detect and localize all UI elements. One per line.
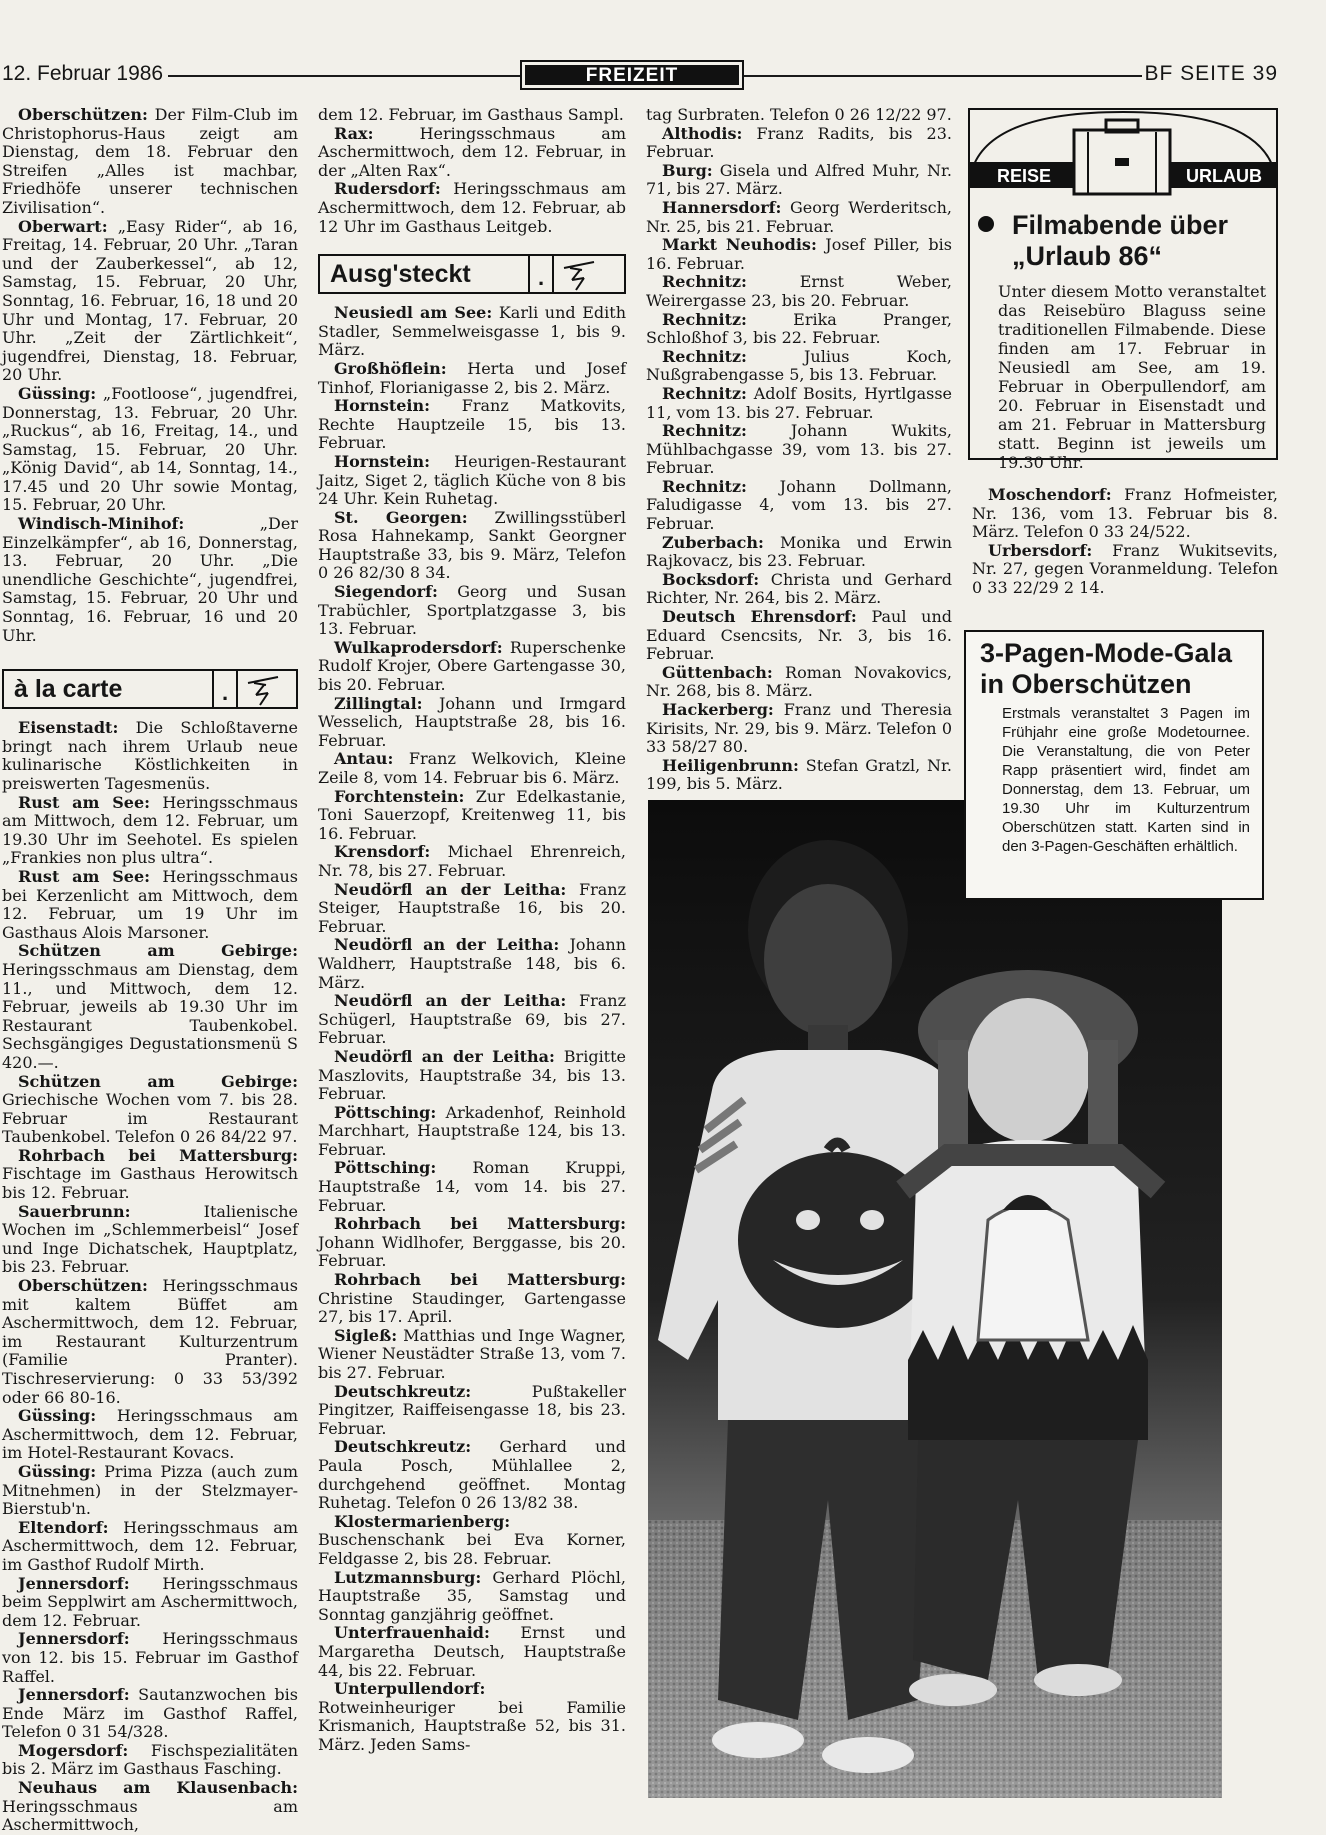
bullet-icon [978,216,994,232]
listing-entry: Bocksdorf: Christa und Gerhard Richter, Nr. 264, bis 2. März. [646,569,952,608]
column-1 [2,106,298,1835]
column-4-listings [972,486,1278,598]
listing-entry: Forchtenstein: Zur Edelkastanie, Toni Sauerzopf, Kreitenweg 11, bis 16. Februar. [318,786,626,843]
listing-entry: St. Georgen: Zwillingsstüberl Rosa Hahnekamp, Sankt Georgner Hauptstraße 33, bis 9. März, Telefon 0 26 82/30 8 34. [318,507,627,583]
listing-entry: Zuberbach: Monika und Erwin Rajkovacz, bis 23. Februar. [646,532,952,571]
listing-entry: Deutschkreutz: Gerhard und Paula Posch, Mühlallee 2, durchgehend geöffnet. Montag Ruhetag. Telefon 0 26 13/82 38. [318,1437,626,1513]
listing-entry: Rechnitz: Johann Wukits, Mühlbachgasse 39, vom 13. bis 27. Februar. [646,421,952,478]
listing-entry: Rust am See: Heringsschmaus bei Kerzenlicht am Mittwoch, dem 12. Februar, um 19 Uhr im Gasthaus Alois Marsoner. [2,866,299,942]
listing-entry: Schützen am Gebirge: Heringsschmaus am Dienstag, dem 11., und Mittwoch, dem 12. Februar, jeweils ab 19.30 Uhr im Restaurant Taubenkobel. Sechsgängiges Degustationsmenü S 420.—. [2,941,298,1072]
listing-entry: Hannersdorf: Georg Werderitsch, Nr. 25, bis 21. Februar. [646,197,952,236]
listing-entry: Rudersdorf: Heringsschmaus am Aschermittwoch, dem 12. Februar, ab 12 Uhr im Gasthaus Leitgeb. [318,179,626,236]
listing-entry: Rohrbach bei Mattersburg: Christine Staudinger, Gartengasse 27, bis 17. April. [318,1270,626,1327]
listing-entry: Neudörfl an der Leitha: Johann Waldherr, Hauptstraße 148, bis 6. März. [318,935,627,992]
listing-entry: Hackerberg: Franz und Theresia Kirisits, Nr. 29, bis 9. März. Telefon 0 33 58/27 80. [646,700,952,757]
listing-entry: Güssing: Heringsschmaus am Aschermittwoch, dem 12. Februar, im Hotel-Restaurant Kovacs. [2,1406,298,1463]
listing-entry: Rechnitz: Adolf Bosits, Hyrtlgasse 11, vom 13. bis 27. Februar. [646,383,952,422]
cinema-list [2,106,298,645]
listing-entry: Heiligenbrunn: Stefan Gratzl, Nr. 199, bis 5. März. [646,755,952,794]
continued-list [318,106,626,236]
restaurant-list [2,719,298,1835]
listing-entry: Sauerbrunn: Italienische Wochen im „Schlemmerbeisl“ Josef und Inge Dichatschek, Hauptplatz, bis 23. Februar. [2,1201,298,1277]
listing-entry: Eltendorf: Heringsschmaus am Aschermittwoch, dem 12. Februar, im Gasthof Rudolf Mirth. [2,1517,298,1574]
listing-entry: Rechnitz: Erika Pranger, Schloßhof 3, bis 22. Februar. [646,309,952,348]
listing-entry: Moschendorf: Franz Hofmeister, Nr. 136, vom 13. Februar bis 8. März. Telefon 0 33 24/522. [972,485,1278,542]
listing-entry: Großhöflein: Herta und Josef Tinhof, Florianigasse 2, bis 2. März. [318,358,626,397]
listing-entry: Hornstein: Heurigen-Restaurant Jaitz, Siget 2, täglich Küche von 8 bis 24 Uhr. Kein Ruhetag. [318,451,626,509]
photo-image [648,800,1222,1798]
listing-entry: Jennersdorf: Sautanzwochen bis Ende März im Gasthof Raffel, Telefon 0 31 54/328. [2,1685,298,1742]
section-dot: . [530,256,554,292]
tap-icon [558,258,598,292]
listing-entry: Rohrbach bei Mattersburg: Johann Widlhofer, Berggasse, bis 20. Februar. [318,1214,626,1271]
listing-entry: Zillingtal: Johann und Irmgard Wesselich, Hauptstraße 28, bis 16. Februar. [318,693,626,750]
listing-entry: Neudörfl an der Leitha: Franz Steiger, Hauptstraße 16, bis 20. Februar. [318,879,627,936]
page-header [0,60,1326,90]
listing-entry: Klostermarienberg: Buschenschank bei Eva Korner, Feldgasse 2, bis 28. Februar. [318,1511,626,1568]
listing-entry: Oberschützen: Der Film-Club im Christophorus-Haus zeigt am Dienstag, dem 18. Februar den Streifen „Alles ist machbar, Friedhöfe unserer technischen Zivilisation“. [2,105,298,217]
mode-gala-body: Erstmals veranstaltet 3 Pagen im Frühjahr eine große Modetournee. Die Veranstaltung, die von Peter Rapp präsentiert wird, findet am Donnerstag, dem 13. Februar, um 19.30 Uhr im Kulturzentrum Oberschützen statt. Karten sind in den 3-Pagen-Geschäften erhältlich. [1002,705,1250,855]
listing-entry: Güssing: „Footloose“, jugendfrei, Donnerstag, 13. Februar, 20 Uhr. „Ruckus“, ab 16, Freitag, 14., und Samstag, 15. Februar, 20 Uhr. „König David“, ab 14, Sonntag, 14., 17.45 und 20 Uhr sowie Montag, 15. Februar, 20 Uhr. [2,383,298,515]
listing-entry: Windisch-Minihof: „Der Einzelkämpfer“, ab 16, Donnerstag, 13. Februar, 20 Uhr. „Die unendliche Geschichte“, jugendfrei, Samstag, 15. Februar, 20 Uhr und Sonntag, 16. Februar, 16 und 20 Uhr. [2,514,298,645]
section-label: à la carte [4,671,214,707]
listing-entry: Pöttsching: Arkadenhof, Reinhold Marchhart, Hauptstraße 124, bis 13. Februar. [318,1102,626,1159]
listing-entry: Eisenstadt: Die Schloßtaverne bringt nach ihrem Urlaub neue kulinarische Köstlichkeiten in preiswerten Tagesmenüs. [2,718,298,793]
section-title: FREIZEIT [525,65,739,85]
listing-entry: Rechnitz: Johann Dollmann, Faludigasse 4, vom 13. bis 27. Februar. [646,476,952,534]
column-3 [646,106,952,794]
photo-children [648,800,1222,1798]
header-rule-right [744,75,1142,77]
page-number: BF SEITE 39 [1144,62,1278,85]
listing-entry: Burg: Gisela und Alfred Muhr, Nr. 71, bis 27. März. [646,160,952,199]
listing-entry: Güttenbach: Roman Novakovics, Nr. 268, bis 8. März. [646,662,952,701]
listing-entry: Neudörfl an der Leitha: Franz Schügerl, Hauptstraße 69, bis 27. Februar. [318,991,627,1048]
listing-entry: Neudörfl an der Leitha: Brigitte Maszlovits, Hauptstraße 34, bis 13. Februar. [318,1046,627,1104]
filmabende-title: Filmabende über „Urlaub 86“ [1012,210,1229,271]
listing-entry: Wulkaprodersdorf: Ruperschenke Rudolf Krojer, Obere Gartengasse 30, bis 20. Februar. [318,637,626,695]
listing-entry: Rohrbach bei Mattersburg: Fischtage im Gasthaus Herowitsch bis 12. Februar. [2,1145,298,1203]
page-date: 12. Februar 1986 [2,62,164,85]
filmabende-article [970,210,1276,472]
listing-entry: Pöttsching: Roman Kruppi, Hauptstraße 14, vom 14. bis 27. Februar. [318,1158,626,1215]
tap-icon [242,673,282,707]
listing-entry: Urbersdorf: Franz Wukitsevits, Nr. 27, gegen Voranmeldung. Telefon 0 33 22/29 2 14. [972,540,1278,597]
listing-entry: Althodis: Franz Radits, bis 23. Februar. [646,123,952,162]
mode-gala-box [964,630,1264,900]
listing-entry: Rechnitz: Ernst Weber, Weirergasse 23, bis 20. Februar. [646,272,952,310]
listing-entry: Mogersdorf: Fischspezialitäten bis 2. März im Gasthaus Fasching. [2,1740,298,1779]
listing-entry: Hornstein: Franz Matkovits, Rechte Hauptzeile 15, bis 13. Februar. [318,396,626,453]
listing-entry: Markt Neuhodis: Josef Piller, bis 16. Februar. [646,235,952,273]
listing-entry: Lutzmannsburg: Gerhard Plöchl, Hauptstraße 35, Samstag und Sonntag ganzjährig geöffnet. [318,1567,626,1624]
urlaub-label: URLAUB [1186,166,1262,186]
listing-entry: Neusiedl am See: Karli und Edith Stadler, Semmelweisgasse 1, bis 9. März. [318,303,626,360]
mode-gala-title: 3-Pagen-Mode-Gala in Oberschützen [980,638,1233,699]
suitcase-banner [970,110,1276,208]
header-rule-left [168,75,520,77]
listing-entry: Jennersdorf: Heringsschmaus von 12. bis 15. Februar im Gasthof Raffel. [2,1629,298,1686]
listing-entry: tag Surbraten. Telefon 0 26 12/22 97. [646,105,952,124]
listing-entry: Oberwart: „Easy Rider“, ab 16, Freitag, 14. Februar, 20 Uhr. „Taran und der Zauberkessel“, ab 12, Samstag, 15. Februar, 20 Uhr, Sonntag, 16. Februar, 16, 18 und 20 Uhr und Montag, 17. Februar, 20 Uhr. „Zeit der Zärtlichkeit“, jugendfrei, Dienstag, 18. Februar, 20 Uhr. [2,216,298,385]
section-header-ausgsteckt [318,254,626,294]
listing-entry: Siegendorf: Georg und Susan Trabüchler, Sportplatzgasse 3, bis 13. Februar. [318,582,626,639]
listing-entry: Unterfrauenhaid: Ernst und Margaretha Deutsch, Hauptstraße 44, bis 22. Februar. [318,1623,626,1680]
listing-entry: Jennersdorf: Heringsschmaus beim Sepplwirt am Aschermittwoch, dem 12. Februar. [2,1573,298,1630]
listing-entry: Antau: Franz Welkovich, Kleine Zeile 8, vom 14. Februar bis 6. März. [318,749,626,787]
column-2 [318,106,626,1754]
listing-entry: Oberschützen: Heringsschmaus mit kaltem Büffet am Aschermittwoch, dem 12. Februar, im Restaurant Kulturzentrum (Familie Pranter). Tischreservierung: 0 33 53/392 oder 66 80-16. [2,1276,298,1407]
listing-entry: Deutsch Ehrensdorf: Paul und Eduard Csencsits, Nr. 3, bis 16. Februar. [646,607,952,664]
heurigen-list [318,304,626,1754]
listing-entry: Deutschkreutz: Pußtakeller Pingitzer, Raiffeisengasse 18, bis 23. Februar. [318,1381,626,1438]
listing-entry: Rechnitz: Julius Koch, Nußgrabengasse 5, bis 13. Februar. [646,346,952,385]
listing-entry: Sigleß: Matthias und Inge Wagner, Wiener Neustädter Straße 13, vom 7. bis 27. Februar. [318,1325,626,1382]
section-header-a-la-carte [2,669,298,709]
listing-entry: Neuhaus am Klausenbach: Heringsschmaus am Aschermittwoch, [2,1778,298,1835]
reise-urlaub-box [968,108,1278,472]
section-label: Ausg'steckt [320,256,530,292]
listing-entry: Güssing: Prima Pizza (auch zum Mitnehmen) in der Stelzmayer-Bierstub'n. [2,1461,298,1519]
listing-entry: Krensdorf: Michael Ehrenreich, Nr. 78, bis 27. Februar. [318,842,626,880]
reise-label: REISE [996,166,1052,186]
listing-entry: Unterpullendorf: Rotweinheuriger bei Familie Krismanich, Hauptstraße 52, bis 31. März. Jeden Sams- [318,1679,626,1754]
listing-entry: Rust am See: Heringsschmaus am Mittwoch, dem 12. Februar, um 19.30 Uhr im Seehotel. Es spielen „Frankies non plus ultra“. [2,792,299,868]
section-title-box [520,60,744,90]
listing-entry: Schützen am Gebirge: Griechische Wochen vom 7. bis 28. Februar im Restaurant Taubenkobel. Telefon 0 26 84/22 97. [2,1071,298,1147]
listing-entry: dem 12. Februar, im Gasthaus Sampl. [318,105,624,124]
listing-entry: Rax: Heringsschmaus am Aschermittwoch, dem 12. Februar, in der „Alten Rax“. [318,123,626,180]
section-dot: . [214,671,238,707]
filmabende-body: Unter diesem Motto veranstaltet das Reisebüro Blaguss seine traditionellen Filmabende. Diese finden am 17. Februar in Neusiedl am See, am 19. Februar in Oberpullendorf, am 20. Februar in Eisenstadt und am 21. Februar in Mattersburg statt. Beginn ist jeweils um 19.30 Uhr. [998,282,1266,472]
